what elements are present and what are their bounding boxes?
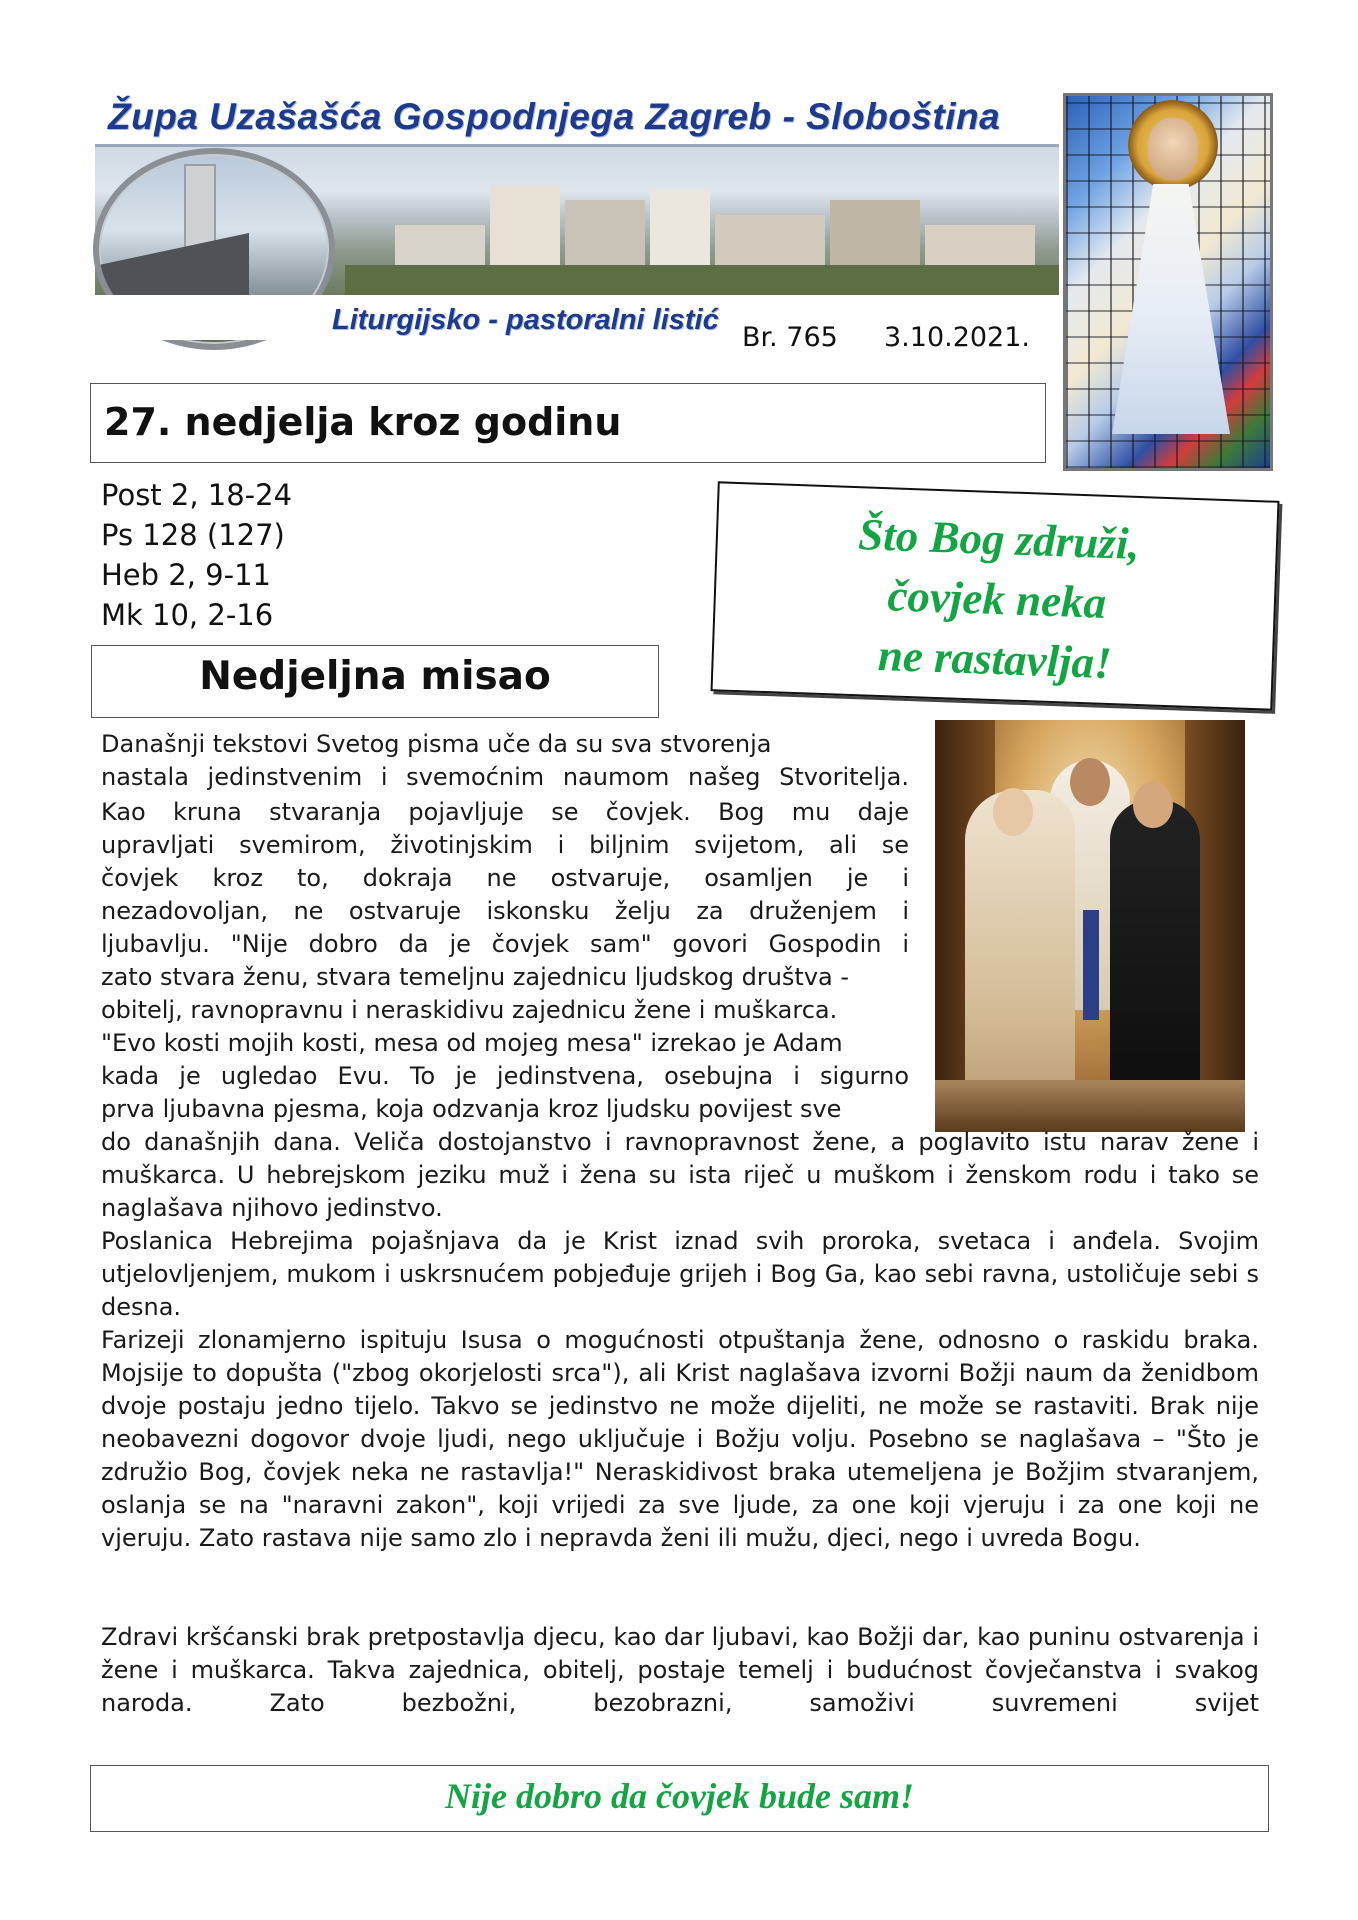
reflection-title: Nedjeljna misao <box>199 654 551 699</box>
quote-box <box>711 481 1280 710</box>
reflection-line-8: zato stvara ženu, stvara temeljnu zajednicu ljudskog društva - <box>101 963 850 991</box>
reflection-paragraph-3: Farizeji zlonamjerno ispituju Isusa o mogućnosti otpuštanja žene, odnosno o raskidu braka. Mojsije to dopušta ("zbog okorjelosti srca"), ali Krist naglašava izvorni Božji naum da ženidbom dvoje postaju jedno tijelo. Takvo se jedinstvo ne može dijeliti, ne može se rastaviti. Brak nije neobavezni dogovor dvoje ljudi, nego uključuje i Božju volju. Posebno se naglašava – "Što je združio Bog, čovjek neka ne rastavlja!" Neraskidivost braka utemeljena je Božjim stvaranjem, oslanja se na "naravni zakon", koji vrijedi za sve ljude, za one koji vjeruju i za one koji ne vjeruju. Zato rastava nije samo zlo i nepravda ženi ili mužu, djeci, nego i uvreda Bogu. <box>101 1326 1259 1552</box>
reflection-line-11: kada je ugledao Evu. To je jedinstvena, osebujna i sigurno <box>101 1062 909 1090</box>
wedding-painting-image <box>935 720 1245 1132</box>
sunday-title: 27. nedjelja kroz godinu <box>104 400 622 444</box>
issue-number: Br. 765 <box>742 322 838 353</box>
reflection-line-9: obitelj, ravnopravnu i neraskidivu zajednicu žene i muškarca. <box>101 996 838 1024</box>
reading-4: Mk 10, 2-16 <box>101 598 274 632</box>
reflection-line-5: čovjek kroz to, dokraja ne ostvaruje, osamljen je i <box>101 864 909 892</box>
stained-glass-christ-image <box>1063 93 1273 471</box>
reflection-line-2: nastala jedinstvenim i svemoćnim naumom našeg Stvoritelja. <box>101 763 909 791</box>
leaflet-subtitle: Liturgijsko - pastoralni listić <box>332 304 719 336</box>
christ-face <box>1148 118 1198 180</box>
reading-2: Ps 128 (127) <box>101 518 285 552</box>
reflection-line-4: upravljati svemirom, životinjskim i biljnim svijetom, ali se <box>101 831 909 859</box>
reflection-line-12: prva ljubavna pjesma, koja odzvanja kroz ljudsku povijest sve <box>101 1095 842 1123</box>
reflection-paragraph-1: do današnjih dana. Veliča dostojanstvo i ravnopravnost žene, a poglavito istu narav žene i muškarca. U hebrejskom jeziku muž i žena su ista riječ u muškom i ženskom rodu i tako se naglašava njihovo jedinstvo. <box>101 1128 1259 1222</box>
quote-line-3: ne rastavlja! <box>877 629 1113 689</box>
reflection-line-7: ljubavlju. "Nije dobro da je čovjek sam" govori Gospodin i <box>101 930 909 958</box>
christ-robe <box>1112 184 1230 434</box>
reflection-line-6: nezadovoljan, ne ostvaruje iskonsku želju za druženjem i <box>101 897 909 925</box>
reflection-line-10: "Evo kosti mojih kosti, mesa od mojeg mesa" izrekao je Adam <box>101 1029 843 1057</box>
reflection-line-1: Današnji tekstovi Svetog pisma uče da su sva stvorenja <box>101 730 772 758</box>
quote-line-2: čovjek neka <box>886 570 1108 628</box>
issue-date: 3.10.2021. <box>884 322 1030 353</box>
reading-3: Heb 2, 9-11 <box>101 558 271 592</box>
parish-title: Župa Uzašašća Gospodnjega Zagreb - Sloboština <box>108 96 1001 137</box>
footer-quote: Nije dobro da čovjek bude sam! <box>445 1776 914 1816</box>
reflection-paragraph-2: Poslanica Hebrejima pojašnjava da je Krist iznad svih proroka, svetaca i anđela. Svojim utjelovljenjem, mukom i uskrsnućem pobjeđuje grijeh i Bog Ga, kao sebi ravna, ustoličuje sebi s desna. <box>101 1227 1259 1321</box>
quote-line-1: Što Bog združi, <box>857 509 1141 569</box>
reading-1: Post 2, 18-24 <box>101 478 293 512</box>
reflection-line-3: Kao kruna stvaranja pojavljuje se čovjek. Bog mu daje <box>101 798 909 826</box>
reflection-paragraph-4: Zdravi kršćanski brak pretpostavlja djecu, kao dar ljubavi, kao Božji dar, kao puninu ostvarenja i žene i muškarca. Takva zajednica, obitelj, postaje temelj i budućnost čovječanstva i svakog naroda. Zato bezbožni, bezobrazni, samoživi suvremeni svijet <box>101 1623 1259 1717</box>
